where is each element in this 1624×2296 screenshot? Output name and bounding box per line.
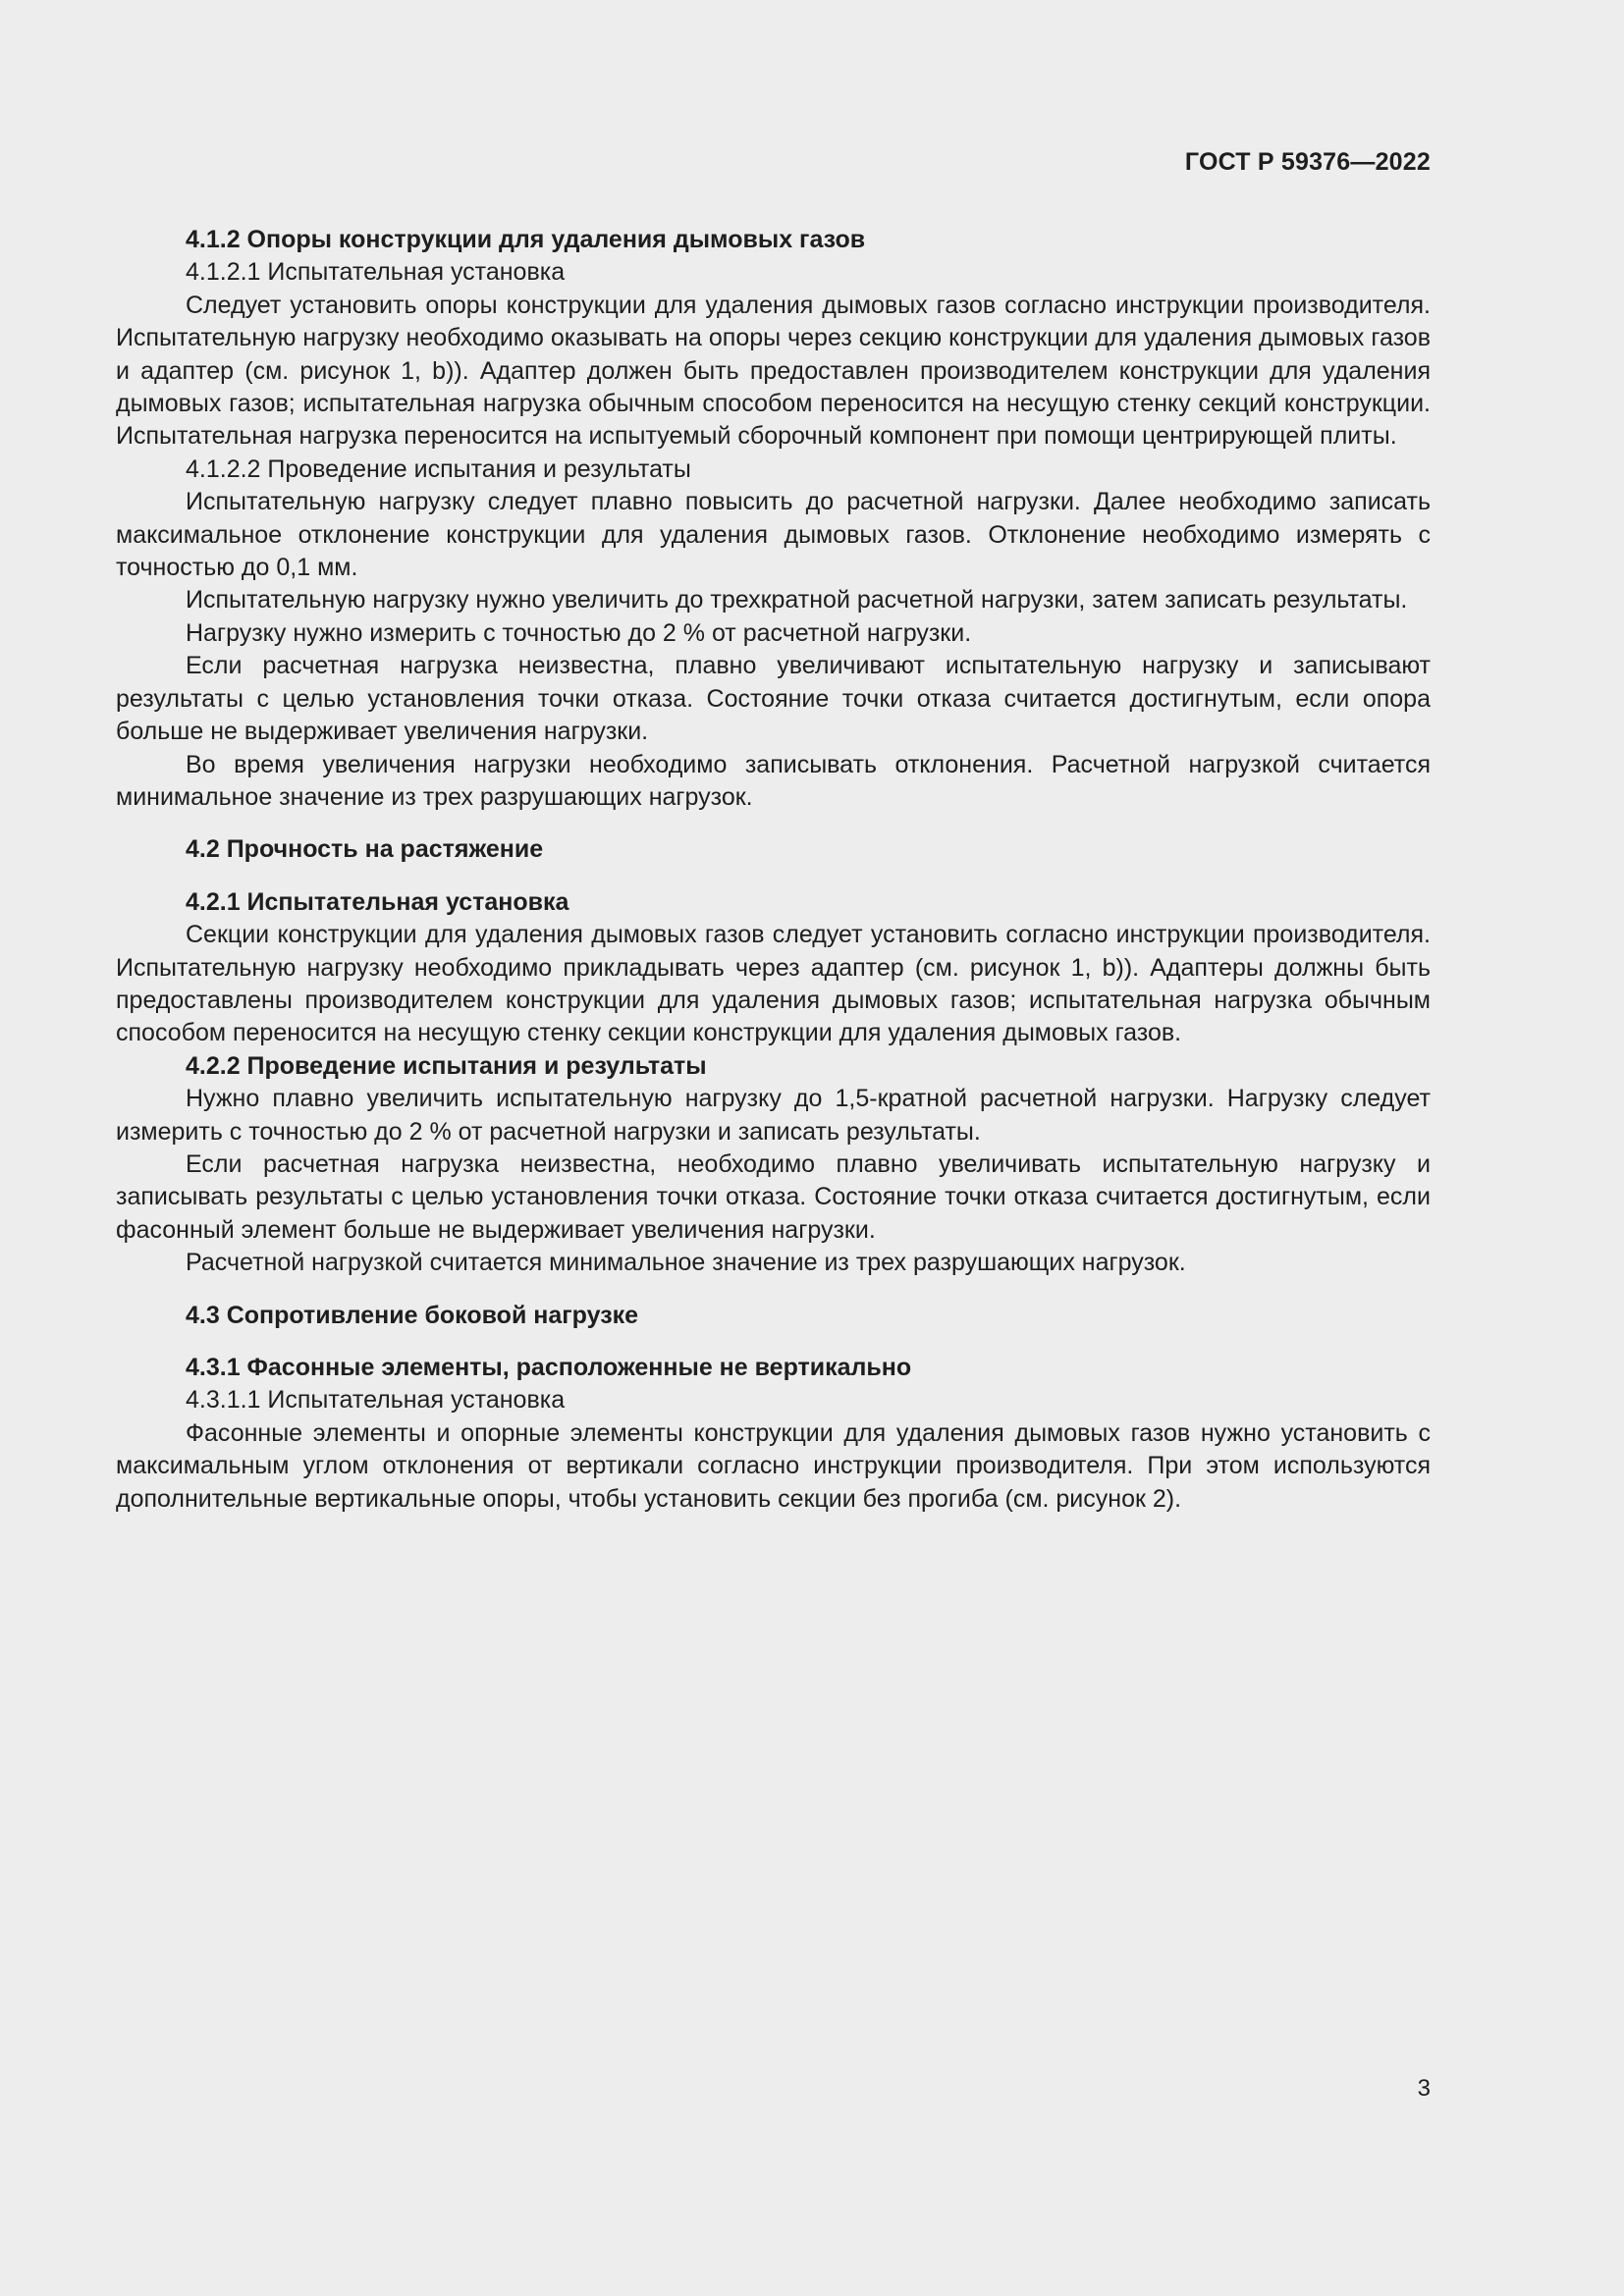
document-identifier: ГОСТ Р 59376—2022 (1184, 148, 1431, 176)
paragraph: Во время увеличения нагрузки необходимо записывать отклонения. Расчетной нагрузкой считается минимальное значение из трех разрушающих нагрузок. (116, 750, 1431, 811)
section-heading-4-2: 4.2 Прочность на растяжение (186, 835, 544, 864)
subsection-heading-4-3-1-1: 4.3.1.1 Испытательная установка (186, 1386, 566, 1415)
section-heading-4-2-2: 4.2.2 Проведение испытания и результаты (186, 1051, 707, 1080)
paragraph: Расчетной нагрузкой считается минимальное значение из трех разрушающих нагрузок. (186, 1249, 1186, 1277)
document-body (116, 224, 1431, 1516)
paragraph: Испытательную нагрузку следует плавно повысить до расчетной нагрузки. Далее необходимо записать максимальное отклонение конструкции для удаления дымовых газов. Отклонение необходимо измерять с точностью до 0,1 мм. (116, 488, 1431, 582)
section-heading-4-3: 4.3 Сопротивление боковой нагрузке (186, 1301, 639, 1329)
paragraph: Секции конструкции для удаления дымовых газов следует установить согласно инструкции производителя. Испытательную нагрузку необходимо прикладывать через адаптер (см. рисунок 1, b)). Адаптеры должны быть предоставлены производителем конструкции для удаления дымовых газов; испытательная нагрузка обычным способом переносится на несущую стенку секции конструкции для удаления дымовых газов. (116, 921, 1431, 1047)
section-heading-4-2-1: 4.2.1 Испытательная установка (186, 887, 569, 916)
section-heading-4-1-2: 4.1.2 Опоры конструкции для удаления дымовых газов (186, 226, 866, 253)
paragraph: Фасонные элементы и опорные элементы конструкции для удаления дымовых газов нужно установить с максимальным углом отклонения от вертикали согласно инструкции производителя. При этом используются дополнительные вертикальные опоры, чтобы установить секции без прогиба (см. рисунок 2). (116, 1418, 1431, 1513)
page-number: 3 (1417, 2075, 1431, 2102)
subsection-heading-4-1-2-2: 4.1.2.2 Проведение испытания и результаты (186, 454, 691, 483)
paragraph: Испытательную нагрузку нужно увеличить до трехкратной расчетной нагрузки, затем записать результаты. (186, 586, 1408, 614)
paragraph: Если расчетная нагрузка неизвестна, необходимо плавно увеличивать испытательную нагрузку и записывать результаты с целью установления точки отказа. Состояние точки отказа считается достигнутым, если фасонный элемент больше не выдерживает увеличения нагрузки. (116, 1149, 1431, 1244)
paragraph: Следует установить опоры конструкции для удаления дымовых газов согласно инструкции производителя. Испытательную нагрузку необходимо оказывать на опоры через секцию конструкции для удаления дымовых газов и адаптер (см. рисунок 1, b)). Адаптер должен быть предоставлен производителем конструкции для удаления дымовых газов; испытательная нагрузка обычным способом переносится на несущую стенку секций конструкции. Испытательная нагрузка переносится на испытуемый сборочный компонент при помощи центрирующей плиты. (116, 291, 1431, 451)
section-heading-4-3-1: 4.3.1 Фасонные элементы, расположенные не вертикально (186, 1354, 912, 1381)
paragraph: Если расчетная нагрузка неизвестна, плавно увеличивают испытательную нагрузку и записывают результаты с целью установления точки отказа. Состояние точки отказа считается достигнутым, если опора больше не выдерживает увеличения нагрузки. (116, 652, 1431, 746)
subsection-heading-4-1-2-1: 4.1.2.1 Испытательная установка (186, 258, 566, 287)
paragraph: Нужно плавно увеличить испытательную нагрузку до 1,5-кратной расчетной нагрузки. Нагрузку следует измерить с точностью до 2 % от расчетной нагрузки и записать результаты. (116, 1085, 1431, 1146)
paragraph: Нагрузку нужно измерить с точностью до 2 % от расчетной нагрузки. (186, 618, 972, 647)
